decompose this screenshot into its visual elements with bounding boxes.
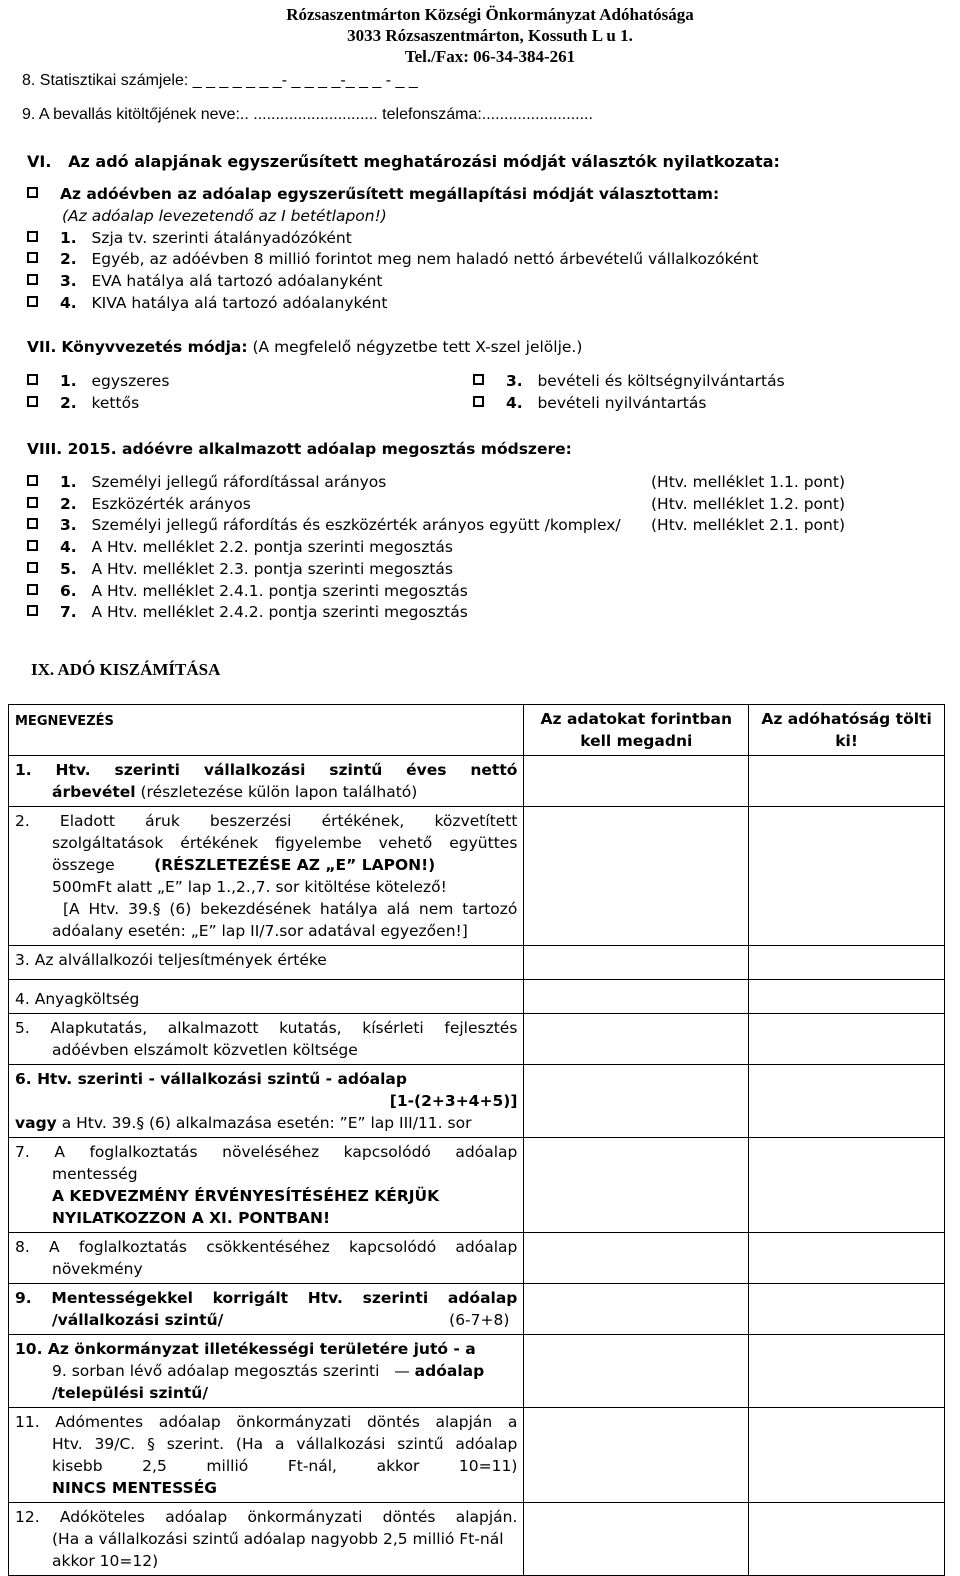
checkbox-icon[interactable]	[27, 540, 38, 551]
table-header-row	[9, 705, 945, 756]
vi-option-2[interactable]: 2. Egyéb, az adóévben 8 millió forintot meg nem haladó nettó árbevételű vállalkozóként	[27, 250, 758, 268]
row-1-authority	[749, 756, 945, 807]
authority-name: Rózsaszentmárton Községi Önkormányzat Adóhatósága	[286, 5, 694, 24]
row-2-amount[interactable]	[524, 807, 749, 946]
col-header-name: MEGNEVEZÉS	[9, 705, 524, 756]
table-row	[9, 980, 945, 1014]
row-5-label: 5. Alapkutatás, alkalmazott kutatás, kísérleti fejlesztés adóévben elszámolt közvetlen költsége	[9, 1014, 524, 1065]
row-7-label: 7. A foglalkoztatás növeléséhez kapcsolódó adóalap mentesség A KEDVEZMÉNY ÉRVÉNYESÍTÉSÉHEZ KÉRJÜK NYILATKOZZON A XI. PONTBAN!	[9, 1138, 524, 1233]
row-3-label: 3. Az alvállalkozói teljesítmények értéke	[9, 946, 524, 980]
section-viii-title: VIII. 2015. adóévre alkalmazott adóalap megosztás módszere:	[27, 440, 572, 458]
section-vi-title: VI. Az adó alapjának egyszerűsített meghatározási módját választók nyilatkozata:	[27, 152, 780, 171]
row-9-authority	[749, 1284, 945, 1335]
table-row	[9, 1014, 945, 1065]
table-row	[9, 1284, 945, 1335]
row-12-authority	[749, 1503, 945, 1576]
row-1-amount[interactable]	[524, 756, 749, 807]
checkbox-icon[interactable]	[27, 605, 38, 616]
row-8-amount[interactable]	[524, 1233, 749, 1284]
viii-ref-3: (Htv. melléklet 2.1. pont)	[651, 516, 845, 534]
vii-option-1[interactable]: 1. egyszeres	[27, 372, 169, 390]
row-11-label: 11. Adómentes adóalap önkormányzati döntés alapján a Htv. 39/C. § szerint. (Ha a vállalkozási szintű adóalap kisebb 2,5 millió Ft-nál, akkor 10=11) NINCS MENTESSÉG	[9, 1408, 524, 1503]
checkbox-icon[interactable]	[27, 518, 38, 529]
row-10-authority	[749, 1335, 945, 1408]
row-9-amount[interactable]	[524, 1284, 749, 1335]
checkbox-icon[interactable]	[27, 374, 38, 385]
row-7-authority	[749, 1138, 945, 1233]
viii-option-2[interactable]: 2. Eszközérték arányos	[27, 495, 251, 513]
row-4-amount[interactable]	[524, 980, 749, 1014]
checkbox-icon[interactable]	[27, 252, 38, 263]
checkbox-icon[interactable]	[27, 562, 38, 573]
checkbox-icon[interactable]	[473, 374, 484, 385]
table-row	[9, 1233, 945, 1284]
authority-address: 3033 Rózsaszentmárton, Kossuth L u 1.	[347, 26, 633, 45]
viii-option-5[interactable]: 5. A Htv. melléklet 2.3. pontja szerinti megosztás	[27, 560, 453, 578]
row-5-amount[interactable]	[524, 1014, 749, 1065]
row-11-amount[interactable]	[524, 1408, 749, 1503]
viii-option-6[interactable]: 6. A Htv. melléklet 2.4.1. pontja szerinti megosztás	[27, 582, 468, 600]
checkbox-icon[interactable]	[27, 187, 38, 198]
row-2-authority	[749, 807, 945, 946]
checkbox-icon[interactable]	[27, 497, 38, 508]
row-3-authority	[749, 946, 945, 980]
row-6-authority	[749, 1065, 945, 1138]
table-row	[9, 1408, 945, 1503]
checkbox-icon[interactable]	[27, 296, 38, 307]
vi-option-3[interactable]: 3. EVA hatálya alá tartozó adóalanyként	[27, 272, 382, 290]
col-header-authority: Az adóhatóság tölti ki!	[749, 705, 945, 756]
row-10-label: 10. Az önkormányzat illetékességi területére jutó - a 9. sorban lévő adóalap megosztás szerinti — adóalap /települési szintű/	[9, 1335, 524, 1408]
vii-option-4[interactable]: 4. bevételi nyilvántartás	[473, 394, 706, 412]
simplified-method-option[interactable]: Az adóévben az adóalap egyszerűsített megállapítási módját választottam:	[27, 185, 719, 203]
row-11-authority	[749, 1408, 945, 1503]
section-ix-title: IX. ADÓ KISZÁMÍTÁSA	[31, 660, 221, 679]
viii-option-4[interactable]: 4. A Htv. melléklet 2.2. pontja szerinti megosztás	[27, 538, 453, 556]
checkbox-icon[interactable]	[473, 396, 484, 407]
viii-option-1[interactable]: 1. Személyi jellegű ráfordítással arányos	[27, 473, 386, 491]
vii-option-2[interactable]: 2. kettős	[27, 394, 139, 412]
checkbox-icon[interactable]	[27, 475, 38, 486]
vi-option-4[interactable]: 4. KIVA hatálya alá tartozó adóalanyként	[27, 294, 387, 312]
table-row	[9, 1503, 945, 1576]
row-6-label: 6. Htv. szerinti - vállalkozási szintű - adóalap [1-(2+3+4+5)] vagy a Htv. 39.§ (6) alkalmazása esetén: ”E” lap III/11. sor	[9, 1065, 524, 1138]
stat-number-field[interactable]: 8. Statisztikai számjele: _ _ _ _ _ _ _- _ _ _ _-_ _ _ - _ _	[22, 72, 418, 89]
row-6-amount[interactable]	[524, 1065, 749, 1138]
checkbox-icon[interactable]	[27, 231, 38, 242]
row-5-authority	[749, 1014, 945, 1065]
row-10-amount[interactable]	[524, 1335, 749, 1408]
row-4-label: 4. Anyagköltség	[9, 980, 524, 1014]
table-row	[9, 1335, 945, 1408]
row-4-authority	[749, 980, 945, 1014]
row-12-amount[interactable]	[524, 1503, 749, 1576]
table-row	[9, 756, 945, 807]
row-1-label: 1. Htv. szerinti vállalkozási szintű éves nettó árbevétel (részletezése külön lapon található)	[9, 756, 524, 807]
simplified-method-note: (Az adóalap levezetendő az I betétlapon!)	[62, 207, 387, 225]
row-8-authority	[749, 1233, 945, 1284]
vi-option-1[interactable]: 1. Szja tv. szerinti átalányadózóként	[27, 229, 352, 247]
authority-phone: Tel./Fax: 06-34-384-261	[404, 47, 576, 66]
row-9-label: 9. Mentességekkel korrigált Htv. szerinti adóalap /vállalkozási szintű/ (6-7+8)	[9, 1284, 524, 1335]
section-vii-title: VII. Könyvvezetés módja: (A megfelelő négyzetbe tett X-szel jelölje.)	[27, 338, 583, 356]
viii-ref-2: (Htv. melléklet 1.2. pont)	[651, 495, 845, 513]
viii-option-3[interactable]: 3. Személyi jellegű ráfordítás és eszközérték arányos együtt /komplex/	[27, 516, 621, 534]
row-2-label: 2. Eladott áruk beszerzési értékének, közvetített szolgáltatások értékének figyelembe vehető együttes összege (RÉSZLETEZÉSE AZ „E” LAPON!) 500mFt alatt „E” lap 1.,2.,7. sor kitöltése kötelező! [A Htv. 39.§ (6) bekezdésének hatálya alá nem tartozó adóalany esetén: „E” lap II/7.sor adatával egyezően!]	[9, 807, 524, 946]
col-header-amount: Az adatokat forintban kell megadni	[524, 705, 749, 756]
viii-ref-1: (Htv. melléklet 1.1. pont)	[651, 473, 845, 491]
row-3-amount[interactable]	[524, 946, 749, 980]
row-12-label: 12. Adóköteles adóalap önkormányzati döntés alapján. (Ha a vállalkozási szintű adóalap nagyobb 2,5 millió Ft-nál akkor 10=12)	[9, 1503, 524, 1576]
table-row	[9, 1065, 945, 1138]
checkbox-icon[interactable]	[27, 274, 38, 285]
row-8-label: 8. A foglalkoztatás csökkentéséhez kapcsolódó adóalap növekmény	[9, 1233, 524, 1284]
table-row	[9, 946, 945, 980]
authority-header	[0, 4, 960, 67]
table-row	[9, 1138, 945, 1233]
viii-option-7[interactable]: 7. A Htv. melléklet 2.4.2. pontja szerinti megosztás	[27, 603, 468, 621]
checkbox-icon[interactable]	[27, 396, 38, 407]
tax-calculation-table	[8, 704, 945, 1576]
vii-option-3[interactable]: 3. bevételi és költségnyilvántartás	[473, 372, 785, 390]
checkbox-icon[interactable]	[27, 584, 38, 595]
filler-name-field[interactable]: 9. A bevallás kitöltőjének neve:.. ............................ telefonszáma:.........................	[22, 106, 593, 123]
row-7-amount[interactable]	[524, 1138, 749, 1233]
table-row	[9, 807, 945, 946]
